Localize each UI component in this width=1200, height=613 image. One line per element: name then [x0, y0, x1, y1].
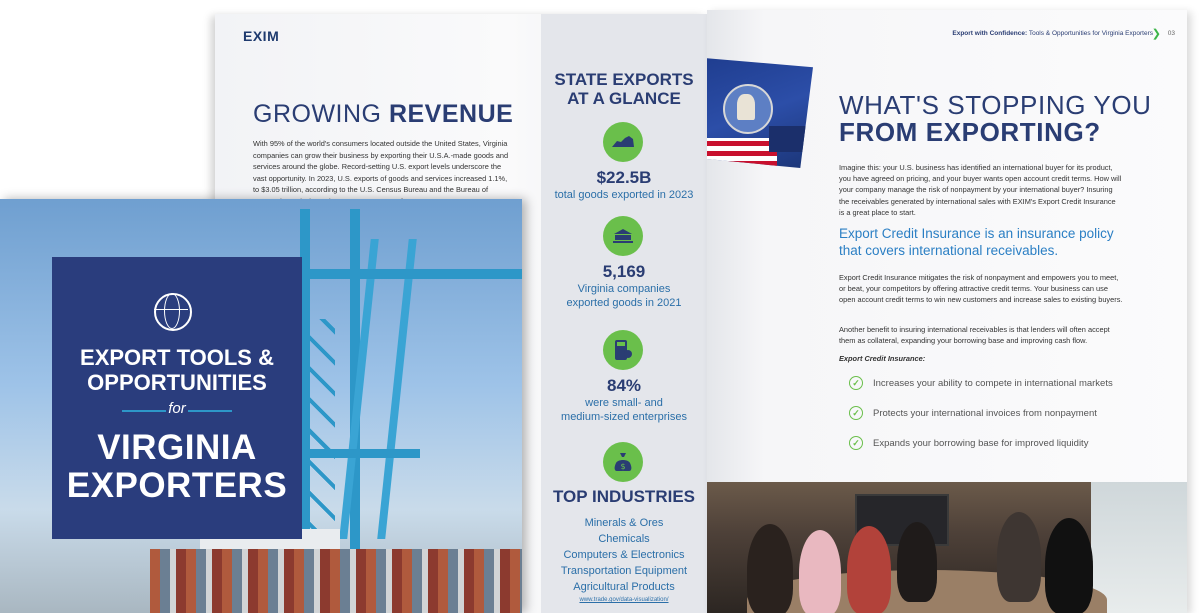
eci-paragraph: Export Credit Insurance mitigates the risk of nonpayment and empowers you to meet, or beat, your competitors by offering attractive credit terms. Your business can use open account credit terms to win new customers and increase sales to existing buyers.: [839, 273, 1123, 305]
state-exports-title: STATE EXPORTS AT A GLANCE: [554, 70, 694, 108]
person: [847, 526, 891, 613]
eci-list-label: Export Credit Insurance:: [839, 354, 926, 363]
whats-stopping-heading: WHAT'S STOPPING YOU FROM EXPORTING?: [839, 90, 1152, 147]
page-number: 03: [1167, 30, 1175, 37]
running-header: Export with Confidence: Tools & Opportunities for Virginia Exporters: [952, 30, 1153, 37]
benefit-list-item: ✓ Expands your borrowing base for improved liquidity: [849, 436, 1088, 450]
industry-item: Computers & Electronics: [563, 549, 685, 561]
stat-value-goods-exported: $22.5B: [596, 168, 652, 187]
cover-subtitle: VIRGINIA EXPORTERS: [66, 428, 288, 505]
source-link[interactable]: www.trade.gov/data-visualization/: [579, 597, 669, 603]
industry-item: Chemicals: [598, 533, 650, 545]
eci-callout: Export Credit Insurance is an insurance policy that covers international receivables.: [839, 226, 1114, 258]
growing-revenue-body: With 95% of the world's consumers located outside the United States, Virginia companies can grow their business by exporting their U.S.A.-made goods and services around the globe. Record-setting U.S. export levels underscore the vast opportunity. In 2023, U.S. exports of goods and services increased 1.1%, to $3.05 trillion, according to the U.S. Census Bureau and the Bureau of: [253, 139, 509, 194]
svg-text:$: $: [620, 462, 626, 471]
top-industries-title: TOP INDUSTRIES: [552, 487, 695, 506]
person: [997, 512, 1041, 602]
brochure-right-page: [707, 10, 1187, 613]
industry-item: Agricultural Products: [573, 581, 675, 593]
state-exports-column: [541, 14, 707, 613]
stat-label-companies: Virginia companies exported goods in 2021: [566, 283, 682, 309]
capitol-building-icon: [603, 216, 643, 256]
brochure-cover: [0, 199, 522, 613]
check-circle-icon: ✓: [849, 436, 863, 450]
intro-paragraph: Imagine this: your U.S. business has identified an international buyer for its product, you have agreed on pricing, and your buyer wants open account credit terms. How will your company manage the risk of nonpayment by your international buyer? Insuring the receivables generated by international sales with EXIM's Export Credit Insurance is a great place to start.: [839, 163, 1122, 217]
check-circle-icon: ✓: [849, 406, 863, 420]
us-flag-stripes: [707, 138, 777, 166]
shipping-containers-image: [150, 549, 522, 613]
benefit-list-item: ✓ Protects your international invoices from nonpayment: [849, 406, 1097, 420]
exim-logo: EXIM: [243, 28, 280, 44]
cover-for-text: for: [168, 400, 186, 417]
benefit-paragraph: Another benefit to insuring international receivables is that lenders will often accept them as collateral, expanding your borrowing base and improving cash flow.: [839, 325, 1110, 346]
benefit-list-item: ✓ Increases your ability to compete in international markets: [849, 376, 1113, 390]
us-flag-canton: [769, 126, 809, 152]
stat-label-sme-share: were small- and medium-sized enterprises: [561, 397, 687, 423]
person: [897, 522, 937, 602]
stat-value-companies: 5,169: [602, 262, 646, 281]
cover-title: EXPORT TOOLS & OPPORTUNITIES: [80, 345, 274, 395]
person: [747, 524, 793, 613]
person: [799, 530, 841, 613]
virginia-flag-image: [707, 56, 813, 168]
virginia-map-icon: [603, 122, 643, 162]
stat-label-goods-exported: total goods exported in 2023: [554, 189, 694, 201]
person: [1045, 518, 1093, 613]
money-bag-icon: [603, 442, 643, 482]
industry-item: Minerals & Ores: [584, 517, 664, 529]
chevron-right-icon: ❯: [1151, 28, 1161, 40]
check-circle-icon: ✓: [849, 376, 863, 390]
meeting-photo: [707, 482, 1187, 613]
stat-value-sme-share: 84%: [606, 376, 642, 395]
calculator-icon: [603, 330, 643, 370]
globe-icon: [154, 293, 192, 331]
cover-title-box: [52, 257, 302, 539]
industry-item: Transportation Equipment: [560, 565, 688, 577]
virginia-seal-icon: [723, 84, 773, 134]
growing-revenue-heading: GROWING REVENUE: [253, 100, 514, 128]
